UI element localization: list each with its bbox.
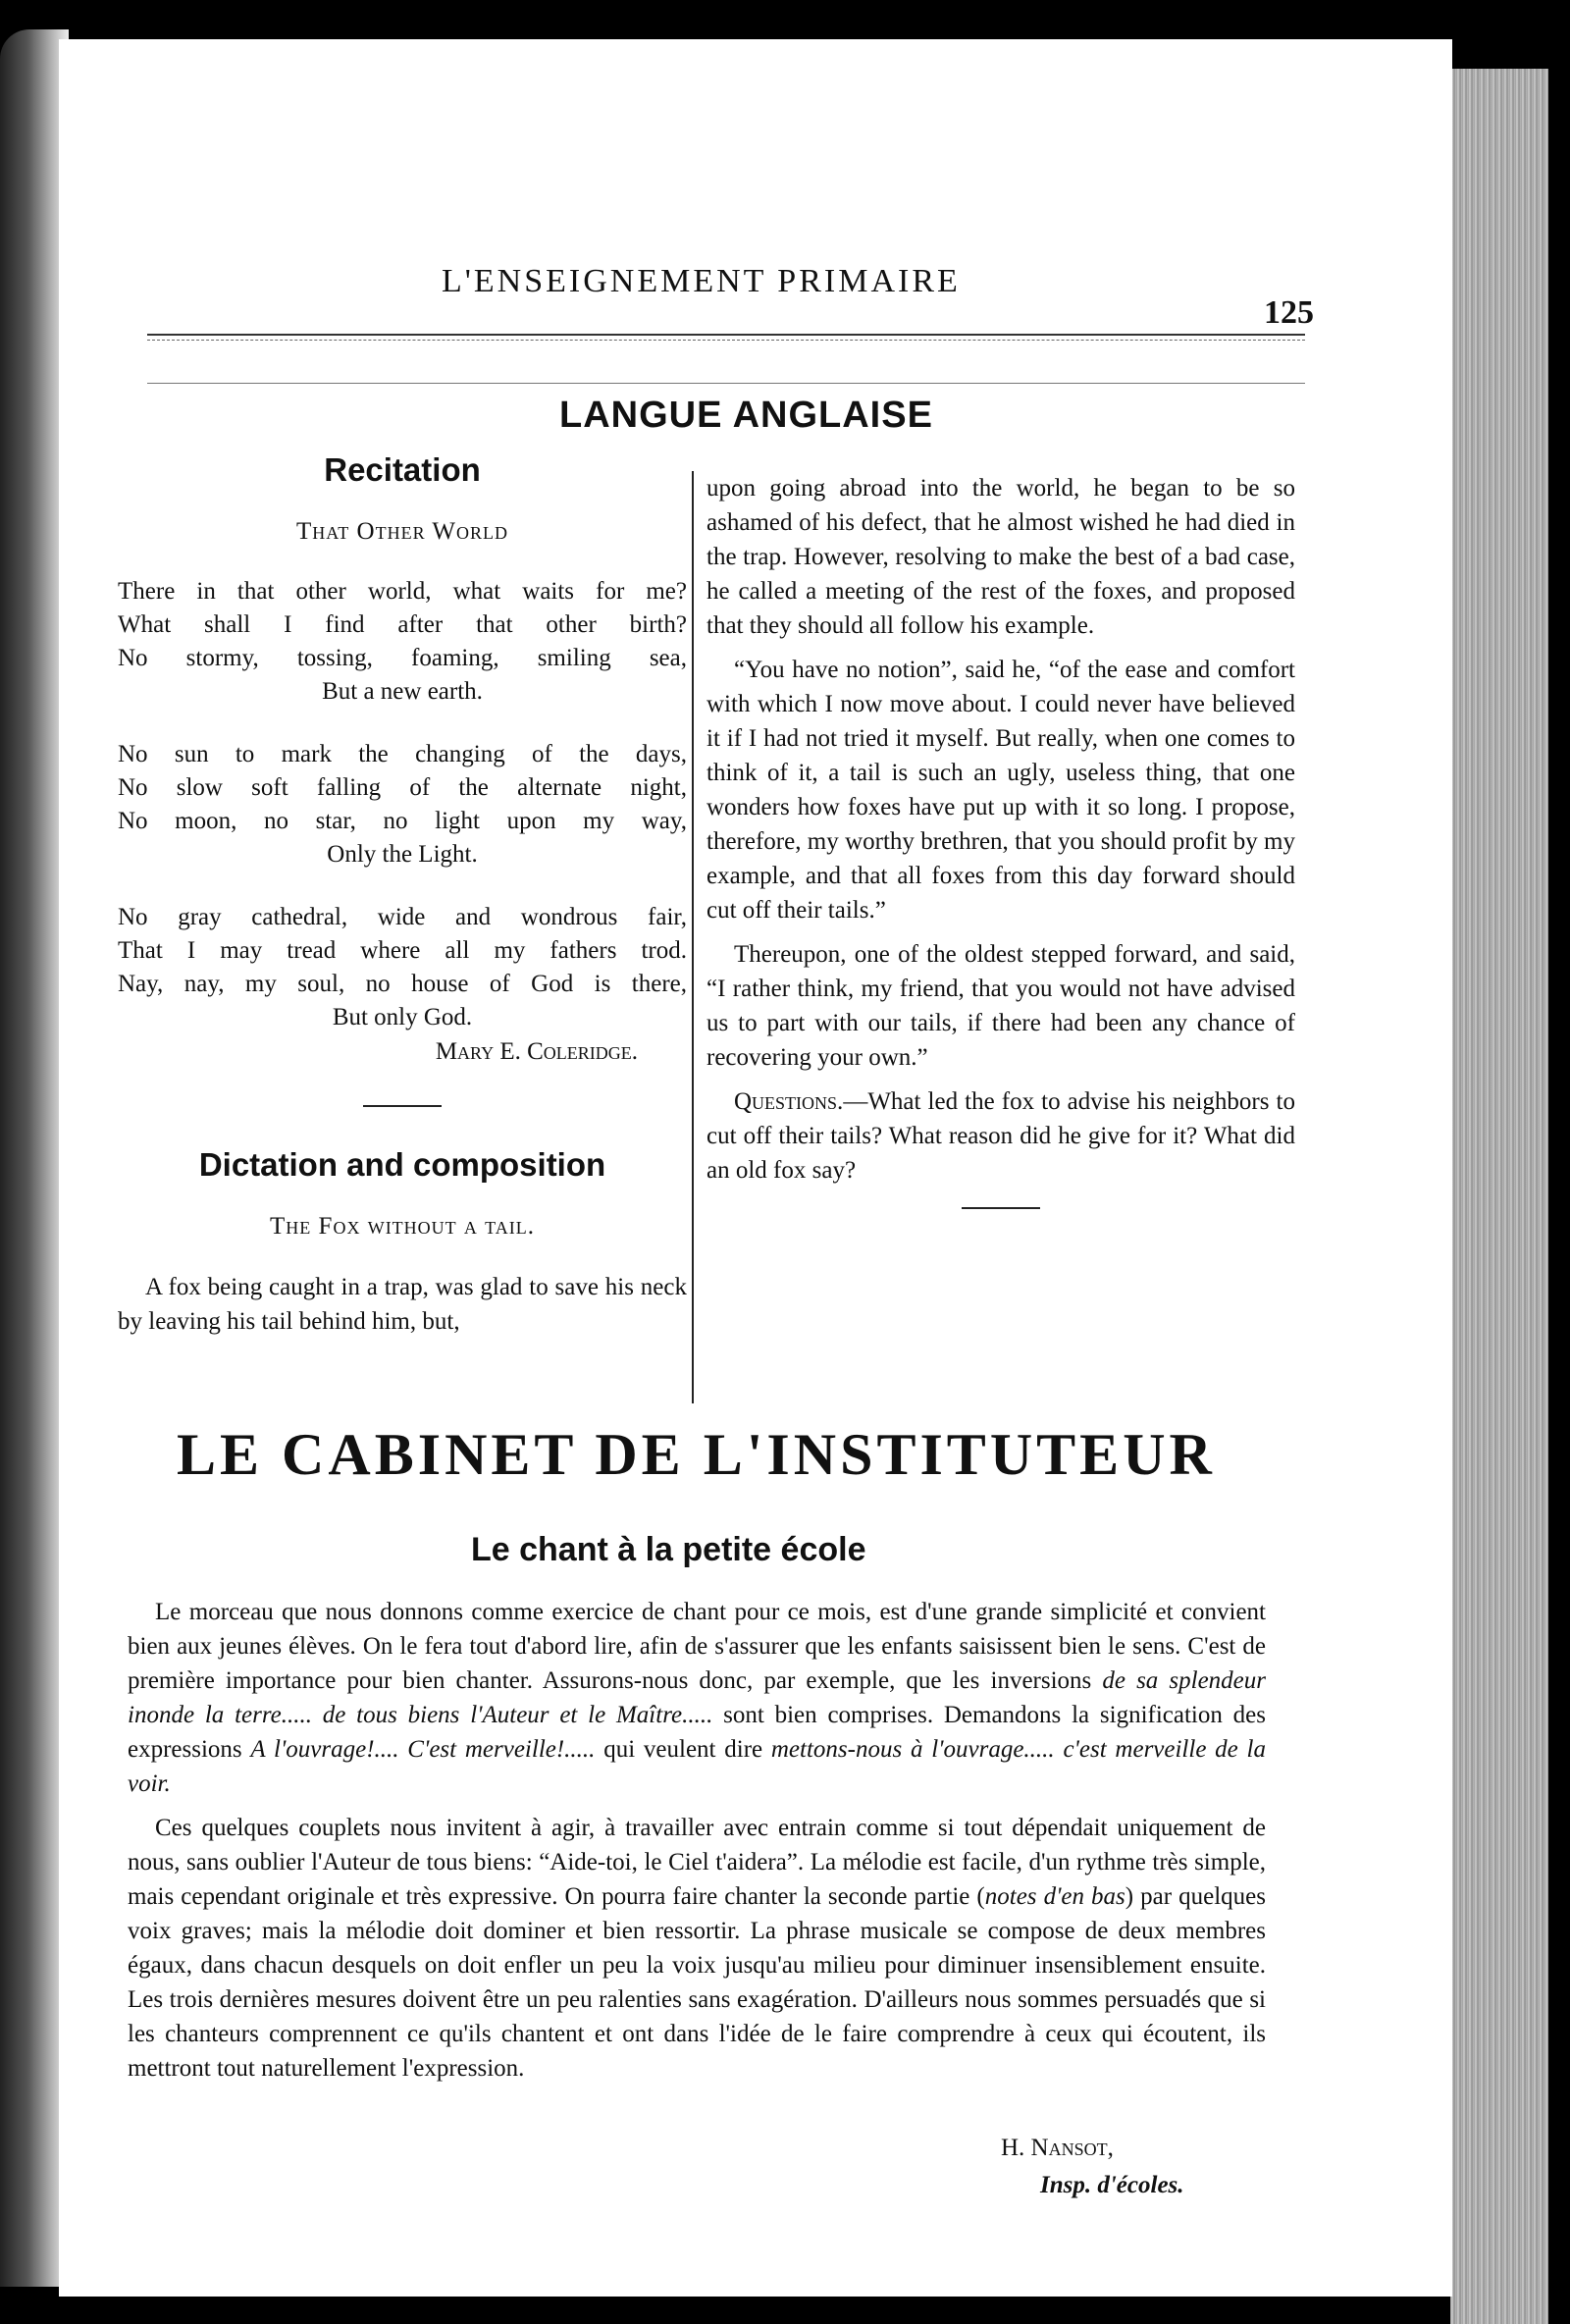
page-number: 125 xyxy=(1264,294,1314,331)
text-run: Le morceau que nous donnons comme exercice de chant pour ce mois, est d'une grande simplicité et convient bien aux jeunes élèves. On le fera tout d'abord lire, afin de s'assurer que les enfants saisissent bien le sens. C'est de première importance pour bien chanter. Assurons-nous donc, par exemple, que les inversions xyxy=(128,1599,1266,1694)
poem-line: No moon, no star, no light upon my way, xyxy=(118,808,687,834)
poem-line: But a new earth. xyxy=(322,678,483,705)
divider xyxy=(962,1207,1040,1209)
story-paragraph: Thereupon, one of the oldest stepped forward, and said, “I rather think, my friend, that you would not have advised us to part with our tails, if there had been any chance of recovering your own.” xyxy=(706,941,1295,1071)
italic-run: A l'ouvrage!.... C'est merveille!..... xyxy=(250,1736,596,1763)
poem-line: Nay, nay, my soul, no house of God is there, xyxy=(118,971,687,997)
poem-title: That Other World xyxy=(296,518,508,545)
running-head: L'ENSEIGNEMENT PRIMAIRE xyxy=(442,263,961,299)
cabinet-paragraph-1 xyxy=(128,1595,1266,1801)
header-rule-dashed xyxy=(147,340,1305,341)
poem-line: No sun to mark the changing of the days, xyxy=(118,741,687,767)
page xyxy=(59,39,1452,2297)
text-run: sont bien comprises. Demandons la signification des expressions xyxy=(128,1702,1266,1763)
stanza-2 xyxy=(118,738,687,872)
dictation-heading: Dictation and composition xyxy=(198,1146,606,1183)
story-text-start: A fox being caught in a trap, was glad to save his neck by leaving his tail behind him, but, xyxy=(118,1274,687,1335)
questions-label: Questions. xyxy=(734,1088,844,1115)
section-title: LANGUE ANGLAISE xyxy=(559,395,933,436)
text-run: ) par quelques voix graves; mais la mélodie doit dominer et bien ressortir. La phrase musicale se compose de deux membres égaux, dans chacun desquels on doit enfler un peu la voix jusqu'au milieu pour diminuer insensiblement ensuite. Les trois dernières mesures doivent être un peu ralenties sans exagération. D'ailleurs nous sommes persuadés que si les chanteurs comprennent ce qu'ils chantent et ont dans l'idée de le faire comprendre à ceux qui écoutent, ils mettront tout naturellement l'expression. xyxy=(128,1883,1266,2082)
signature-name: H. Nansot, xyxy=(1001,2135,1114,2161)
divider xyxy=(363,1105,442,1107)
recitation-heading: Recitation xyxy=(324,451,481,488)
right-column xyxy=(706,471,1295,1229)
poem-author: Mary E. Coleridge. xyxy=(435,1038,638,1065)
text-run: qui veulent dire xyxy=(595,1736,771,1763)
poem-line: There in that other world, what waits for me? xyxy=(118,578,687,605)
poem-line: That I may tread where all my fathers trod. xyxy=(118,937,687,964)
story-paragraph: “You have no notion”, said he, “of the ease and comfort with which I now move about. I could never have believed it if I had not tried it myself. But really, when one comes to think of it, a tail is such an ugly, useless thing, that one wonders how foxes have put up with it so long. I propose, therefore, my worthy brethren, that you should profit by my example, and that all foxes from this day forward should cut off their tails.” xyxy=(706,657,1295,924)
poem-line: No gray cathedral, wide and wondrous fair, xyxy=(118,904,687,930)
story-title: The Fox without a tail. xyxy=(270,1213,535,1240)
signature xyxy=(1001,2130,1184,2204)
poem-line: But only God. xyxy=(332,1004,473,1030)
text-run: Ces quelques couplets nous invitent à agir, à travailler avec entrain comme si tout dépendait uniquement de nous, sans oublier l'Auteur de tous biens: “Aide-toi, le Ciel t'aidera”. La mélodie est facile, d'un rythme très simple, mais cependant originale et très expressive. On pourra faire chanter la seconde partie ( xyxy=(128,1815,1266,1910)
stanza-1 xyxy=(118,575,687,709)
cabinet-title: LE CABINET DE L'INSTITUTEUR xyxy=(177,1422,1216,1487)
cabinet-body xyxy=(128,1595,1266,2095)
page-edges xyxy=(1450,69,1548,2324)
left-column xyxy=(118,451,687,1339)
poem-line: No slow soft falling of the alternate night, xyxy=(118,774,687,801)
section-rule xyxy=(147,383,1305,384)
cabinet-paragraph-2 xyxy=(128,1811,1266,2086)
questions-text: —What led the fox to advise his neighbors to cut off their tails? What reason did he give for it? What did an old fox say? xyxy=(706,1088,1295,1184)
stanza-3 xyxy=(118,901,687,1034)
signature-role: Insp. d'écoles. xyxy=(1040,2172,1184,2198)
italic-run: de sa splendeur inonde la terre..... de tous biens l'Auteur et le Maître..... xyxy=(128,1667,1266,1728)
story-paragraph: upon going abroad into the world, he began to be so ashamed of his defect, that he almost wished he had died in the trap. However, resolving to make the best of a bad case, he called a meeting of the rest of the foxes, and proposed that they should all follow his example. xyxy=(706,475,1295,639)
cabinet-subtitle: Le chant à la petite école xyxy=(471,1531,866,1568)
questions xyxy=(706,1084,1295,1188)
poem-line: No stormy, tossing, foaming, smiling sea, xyxy=(118,645,687,671)
poem-line: What shall I find after that other birth? xyxy=(118,611,687,638)
italic-run: mettons-nous à l'ouvrage..... c'est merveille de la voir. xyxy=(128,1736,1266,1797)
italic-run: notes d'en bas xyxy=(984,1883,1125,1910)
column-divider xyxy=(692,471,694,1403)
header-rule xyxy=(147,334,1305,336)
poem-line: Only the Light. xyxy=(327,841,478,868)
